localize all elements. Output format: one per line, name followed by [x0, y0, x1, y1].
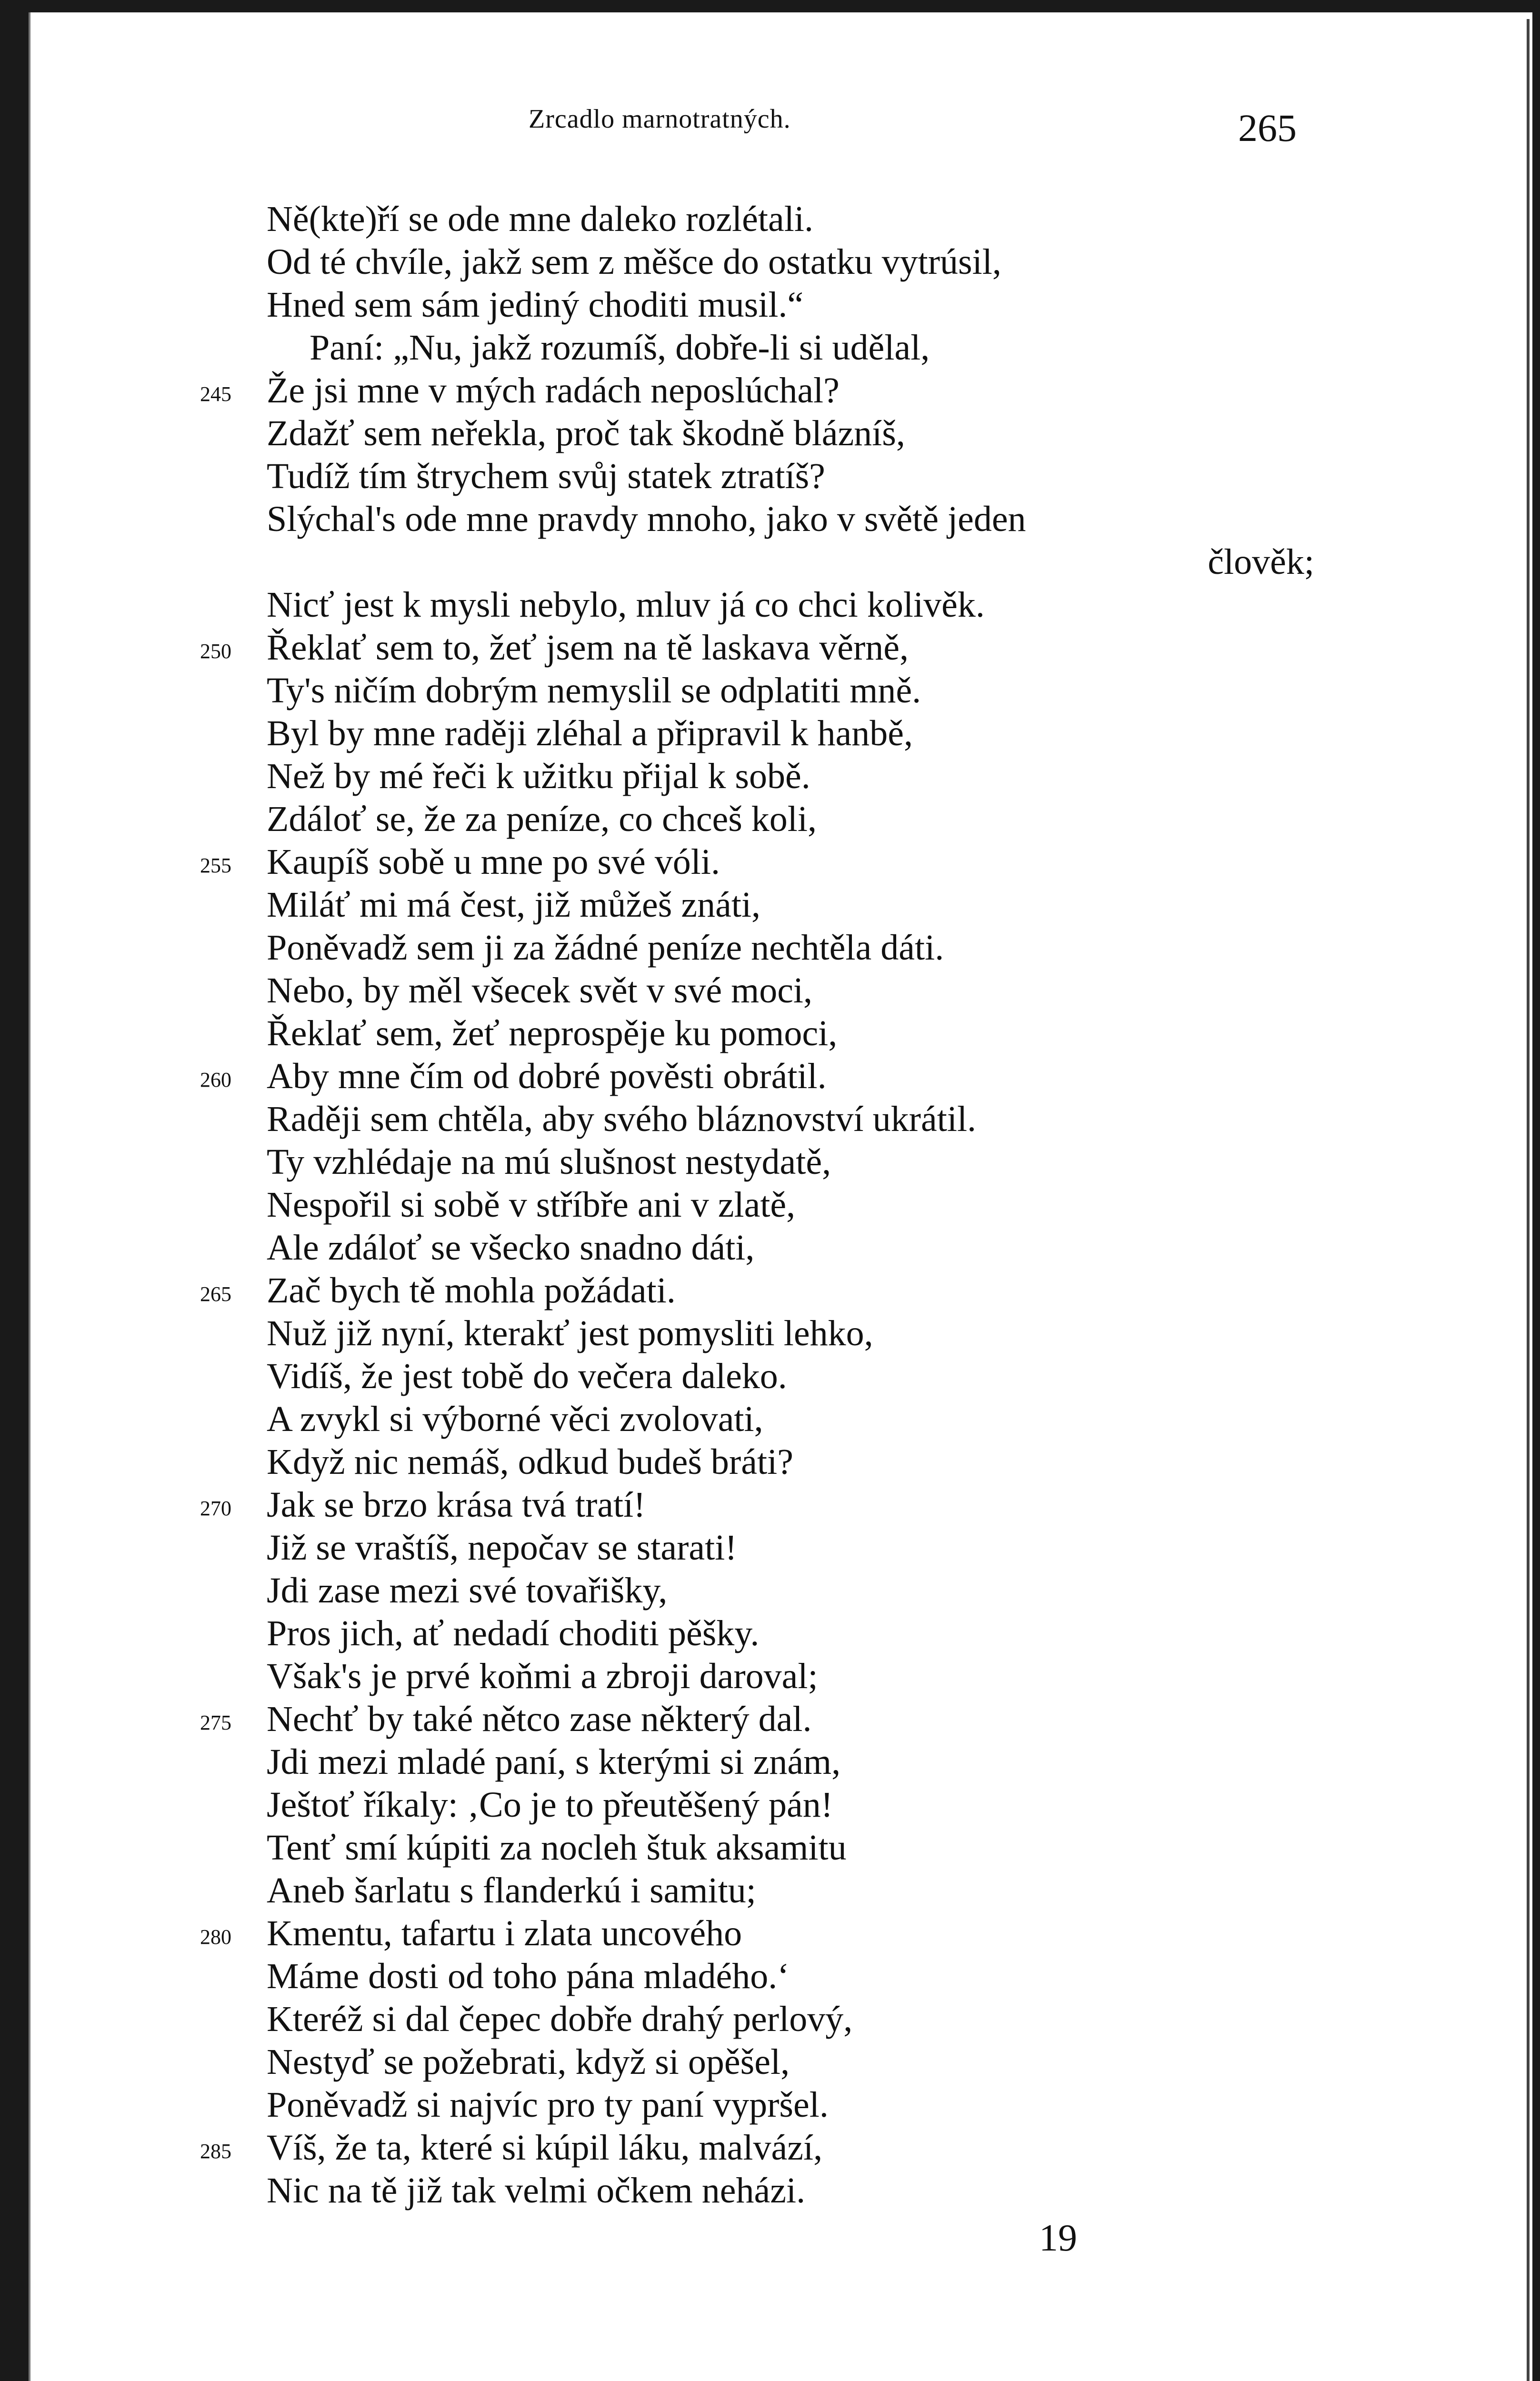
verse-text: Již se vraštíš, nepočav se starati!: [267, 1528, 737, 1568]
verse-line: [200, 712, 1314, 755]
verse-line: [200, 1055, 1314, 1098]
verse-line: [200, 755, 1314, 798]
verse-text: Než by mé řeči k užitku přijal k sobě.: [267, 756, 810, 796]
verse-text: Od té chvíle, jakž sem z měšce do ostatku vytrúsil,: [267, 242, 1001, 282]
verse-text: Raději sem chtěla, aby svého bláznovství ukrátil.: [267, 1099, 977, 1139]
verse-line: [200, 2083, 1314, 2126]
verse-text: Aby mne čím od dobré pověsti obrátil.: [267, 1056, 827, 1096]
verse-text: Kaupíš sobě u mne po své vóli.: [267, 842, 720, 882]
verse-line: [200, 1998, 1314, 2041]
verse-line: [200, 1826, 1314, 1869]
verse-text: Slýchal's ode mne pravdy mnoho, jako v světě jeden: [267, 499, 1026, 539]
line-number: 280: [200, 1925, 231, 1949]
verse-line: [200, 1526, 1314, 1569]
verse-line: [200, 969, 1314, 1012]
verse-line: [200, 1355, 1314, 1398]
verse-text: Paní: „Nu, jakž rozumíš, dobře-li si udělal,: [310, 328, 930, 368]
verse-text: Ty vzhlédaje na mú slušnost nestydatě,: [267, 1142, 831, 1182]
verse-text: Nestyď se požebrati, když si opěšel,: [267, 2042, 790, 2082]
verse-text: Nechť by také nětco zase některý dal.: [267, 1699, 812, 1739]
verse-line: [200, 1783, 1314, 1826]
verse-line: [200, 1098, 1314, 1140]
verse-line: [200, 412, 1314, 455]
verse-line: [200, 626, 1314, 669]
verse-text: Ty's ničím dobrým nemyslil se odplatiti mně.: [267, 670, 921, 710]
verse-line: [200, 583, 1314, 626]
verse-text: Zač bych tě mohla požádati.: [267, 1271, 676, 1311]
verse-turnover-text: člověk;: [1208, 542, 1314, 582]
verse-text: Pros jich, ať nedadí choditi pěšky.: [267, 1613, 760, 1653]
verse-text: Zdažť sem neřekla, proč tak škodně blázníš,: [267, 413, 905, 453]
line-number: 255: [200, 854, 231, 877]
verse-line: [200, 1312, 1314, 1355]
line-number: 275: [200, 1711, 231, 1734]
signature-mark: 19: [1039, 2217, 1077, 2259]
verse-line: [200, 455, 1314, 498]
verse-line: [200, 1741, 1314, 1783]
verse-line: [200, 1869, 1314, 1912]
verse-line: [200, 883, 1314, 926]
verse-text: Řeklať sem, žeť neprospěje ku pomoci,: [267, 1013, 838, 1053]
verse-text: Jdi zase mezi své tovařišky,: [267, 1571, 668, 1611]
verse-text: Poněvadž si najvíc pro ty paní vypršel.: [267, 2085, 829, 2125]
verse-line: [200, 2041, 1314, 2083]
verse-line: [200, 1955, 1314, 1998]
verse-text: Hned sem sám jediný choditi musil.“: [267, 285, 804, 325]
verse-text: Byl by mne raději zléhal a připravil k hanbě,: [267, 713, 913, 753]
verse-text: Máme dosti od toho pána mladého.‘: [267, 1956, 790, 1996]
verse-text: Ně(kte)ří se ode mne daleko rozlétali.: [267, 199, 813, 239]
verse-text: Víš, že ta, které si kúpil láku, malvází,: [267, 2128, 823, 2168]
verse-line: [200, 1698, 1314, 1741]
verse-line: [200, 1183, 1314, 1226]
verse-line: [200, 1226, 1314, 1269]
line-number: 245: [200, 382, 231, 406]
line-number: 250: [200, 640, 231, 663]
verse-line: [200, 1140, 1314, 1183]
poem-text: [200, 198, 1314, 2212]
verse-text: Však's je prvé koňmi a zbroji daroval;: [267, 1656, 818, 1696]
verse-line: [200, 2126, 1314, 2169]
line-number: 270: [200, 1497, 231, 1520]
verse-line: [200, 1441, 1314, 1483]
verse-text: Nuž již nyní, kterakť jest pomysliti lehko,: [267, 1313, 873, 1353]
verse-text: Tudíž tím štrychem svůj statek ztratíš?: [267, 456, 825, 496]
verse-text: Nic na tě již tak velmi očkem neházi.: [267, 2171, 806, 2211]
verse-text: Nicť jest k mysli nebylo, mluv já co chci kolivěk.: [267, 585, 985, 625]
verse-text: Tenť smí kúpiti za nocleh štuk aksamitu: [267, 1828, 847, 1868]
scan-border-left-edge: [29, 12, 30, 2381]
verse-line: [200, 926, 1314, 969]
verse-line: [200, 1012, 1314, 1055]
line-number: 260: [200, 1068, 231, 1091]
verse-text: Jdi mezi mladé paní, s kterými si znám,: [267, 1742, 841, 1782]
verse-line: [200, 198, 1314, 240]
verse-text: Že jsi mne v mých radách neposlúchal?: [267, 370, 840, 410]
scan-border-right: [1532, 0, 1540, 2381]
line-number: 265: [200, 1282, 231, 1306]
verse-line: [200, 2169, 1314, 2212]
verse-line: [200, 1655, 1314, 1698]
line-number: 285: [200, 2140, 231, 2163]
verse-line: [200, 1612, 1314, 1655]
scan-border-right-edge: [1527, 19, 1530, 2381]
verse-text: A zvykl si výborné věci zvolovati,: [267, 1399, 763, 1439]
verse-line: [200, 798, 1314, 840]
verse-turnover: [200, 540, 1314, 583]
verse-text: Miláť mi má čest, již můžeš znáti,: [267, 885, 761, 925]
verse-line: [200, 369, 1314, 412]
verse-text: Řeklať sem to, žeť jsem na tě laskava věrně,: [267, 628, 909, 668]
verse-text: Poněvadž sem ji za žádné peníze nechtěla dáti.: [267, 928, 944, 968]
verse-line: [200, 283, 1314, 326]
verse-line: [200, 1483, 1314, 1526]
verse-line: [200, 326, 1314, 369]
verse-text: Kteréž si dal čepec dobře drahý perlový,: [267, 1999, 853, 2039]
verse-line: [200, 240, 1314, 283]
scan-border-top: [0, 0, 1540, 12]
verse-line: [200, 669, 1314, 712]
verse-line: [200, 1398, 1314, 1441]
verse-line: [200, 840, 1314, 883]
verse-text: Jak se brzo krása tvá tratí!: [267, 1485, 646, 1525]
verse-text: Zdáloť se, že za peníze, co chceš koli,: [267, 799, 817, 839]
verse-text: Kmentu, tafartu i zlata uncového: [267, 1913, 742, 1953]
verse-line: [200, 498, 1314, 540]
page-number: 265: [1238, 106, 1297, 150]
running-head: Zrcadlo marnotratných.: [529, 104, 791, 134]
scan-border-left: [0, 0, 29, 2381]
verse-line: [200, 1569, 1314, 1612]
verse-text: Aneb šarlatu s flanderkú i samitu;: [267, 1871, 756, 1911]
verse-text: Nebo, by měl všecek svět v své moci,: [267, 970, 813, 1010]
verse-text: Ještoť říkaly: ‚Co je to přeutěšený pán!: [267, 1785, 833, 1825]
verse-text: Když nic nemáš, odkud budeš bráti?: [267, 1442, 793, 1482]
verse-text: Vidíš, že jest tobě do večera daleko.: [267, 1356, 787, 1396]
verse-line: [200, 1269, 1314, 1312]
verse-text: Ale zdáloť se všecko snadno dáti,: [267, 1228, 755, 1268]
verse-text: Nespořil si sobě v stříbře ani v zlatě,: [267, 1185, 796, 1225]
verse-line: [200, 1912, 1314, 1955]
